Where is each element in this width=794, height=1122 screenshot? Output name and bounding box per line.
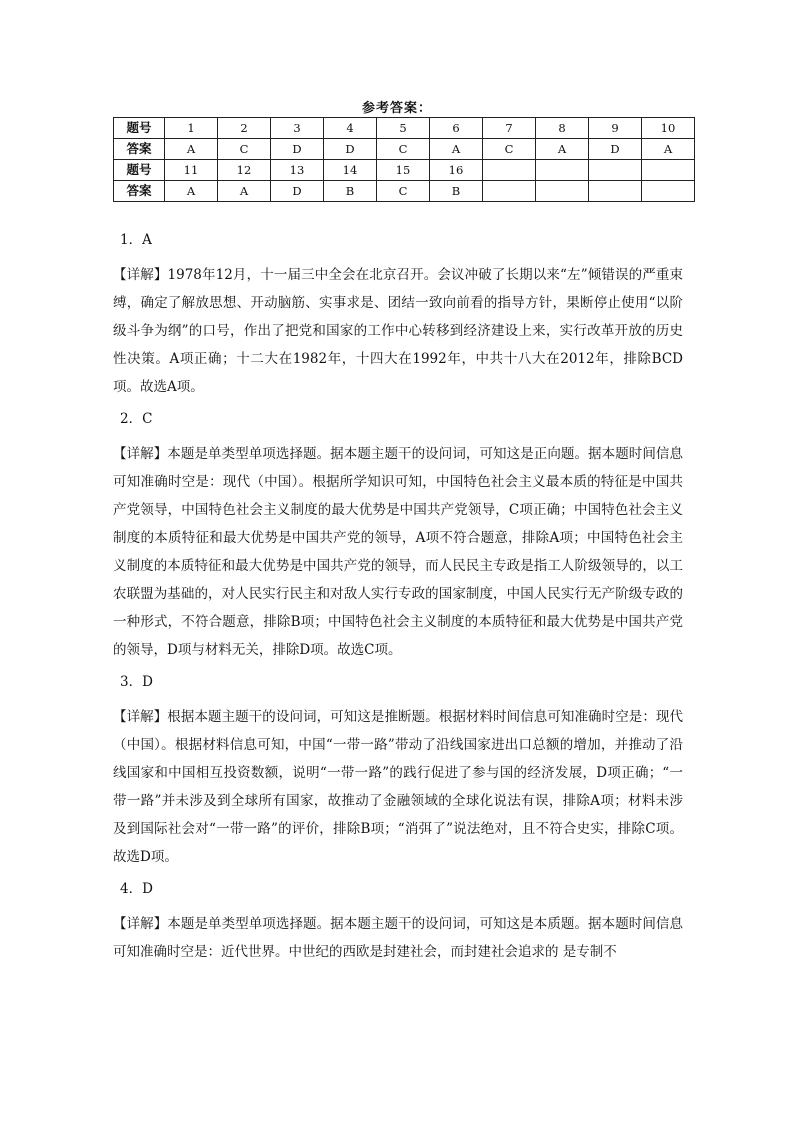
table-cell: D xyxy=(589,139,642,160)
table-cell: 14 xyxy=(324,160,377,181)
question-explanation: 【详解】1978年12月，十一届三中全会在北京召开。会议冲破了长期以来“左”倾错误的严重束缚，确定了解放思想、开动脑筋、实事求是、团结一致向前看的指导方针，果断停止使用“以阶级斗争为纲”的口号，作出了把党和国家的工作中心转移到经济建设上来，实行改革开放的历史性决策。A项正确；十二大在1982年，十四大在1992年，中共十八大在2012年，排除BCD项。故选A项。 xyxy=(113,267,683,395)
table-cell: 15 xyxy=(377,160,430,181)
table-cell: 6 xyxy=(430,118,483,139)
table-cell: 8 xyxy=(536,118,589,139)
table-cell: B xyxy=(324,181,377,202)
table-cell: 1 xyxy=(165,118,218,139)
table-cell xyxy=(483,160,536,181)
table-cell: C xyxy=(218,139,271,160)
table-cell: A xyxy=(642,139,695,160)
table-cell: 10 xyxy=(642,118,695,139)
table-cell: A xyxy=(218,181,271,202)
table-cell: 2 xyxy=(218,118,271,139)
table-cell: 7 xyxy=(483,118,536,139)
table-cell: A xyxy=(430,139,483,160)
table-cell: 13 xyxy=(271,160,324,181)
table-cell: 12 xyxy=(218,160,271,181)
table-cell: B xyxy=(430,181,483,202)
table-cell: 5 xyxy=(377,118,430,139)
question-number: 2．C xyxy=(120,411,153,427)
question-explanation: 【详解】本题是单类型单项选择题。据本题主题干的设问词，可知这是正向题。据本题时间信息可知准确时空是：现代（中国）。根据所学知识可知，中国特色社会主义最本质的特征是中国共产党领导，中国特色社会主义制度的最大优势是中国共产党领导，C项正确；中国特色社会主义制度的本质特征和最大优势是中国共产党的领导，A项不符合题意，排除A项；中国特色社会主义制度的本质特征和最大优势是中国共产党的领导，而人民民主专政是指工人阶级领导的，以工农联盟为基础的，对人民实行民主和对敌人实行专政的国家制度，中国人民实行无产阶级专政的一种形式，不符合题意，排除B项；中国特色社会主义制度的本质特征和最大优势是中国共产党的领导，D项与材料无关，排除D项。故选C项。 xyxy=(113,446,683,658)
table-cell xyxy=(483,181,536,202)
table-cell xyxy=(536,160,589,181)
table-cell: C xyxy=(377,181,430,202)
table-cell: D xyxy=(324,139,377,160)
answer-explanations xyxy=(113,231,683,975)
table-cell: C xyxy=(483,139,536,160)
answer-table xyxy=(113,117,695,202)
table-cell: A xyxy=(165,139,218,160)
table-row xyxy=(114,139,695,160)
table-cell: 11 xyxy=(165,160,218,181)
table-cell: D xyxy=(271,139,324,160)
question-explanation: 【详解】根据本题主题干的设问词，可知这是推断题。根据材料时间信息可知准确时空是：现代（中国）。根据材料信息可知，中国“一带一路”带动了沿线国家进出口总额的增加，并推动了沿线国家和中国相互投资数额，说明“一带一路”的践行促进了参与国的经济发展，D项正确；“一带一路”并未涉及到全球所有国家，故推动了金融领域的全球化说法有误，排除A项；材料未涉及到国际社会对“一带一路”的评价，排除B项；“消弭了”说法绝对，且不符合史实，排除C项。故选D项。 xyxy=(113,709,683,865)
table-row xyxy=(114,181,695,202)
table-cell: 4 xyxy=(324,118,377,139)
table-cell: 16 xyxy=(430,160,483,181)
table-row xyxy=(114,160,695,181)
question-number: 4．D xyxy=(120,881,153,897)
row-header: 题号 xyxy=(114,118,165,139)
question-number: 1．A xyxy=(120,232,152,248)
table-cell xyxy=(642,181,695,202)
table-cell xyxy=(589,181,642,202)
page-title: 参考答案： xyxy=(361,101,432,116)
table-cell: A xyxy=(536,139,589,160)
row-header: 题号 xyxy=(114,160,165,181)
table-cell: C xyxy=(377,139,430,160)
table-row xyxy=(114,118,695,139)
table-cell: 9 xyxy=(589,118,642,139)
row-header: 答案 xyxy=(114,139,165,160)
table-cell xyxy=(536,181,589,202)
table-cell: 3 xyxy=(271,118,324,139)
row-header: 答案 xyxy=(114,181,165,202)
table-cell xyxy=(642,160,695,181)
question-number: 3．D xyxy=(120,674,153,690)
table-cell: D xyxy=(271,181,324,202)
table-cell xyxy=(589,160,642,181)
table-cell: A xyxy=(165,181,218,202)
question-explanation: 【详解】本题是单类型单项选择题。据本题主题干的设问词，可知这是本质题。据本题时间信息可知准确时空是：近代世界。中世纪的西欧是封建社会，而封建社会追求的 是专制不 xyxy=(113,916,683,960)
